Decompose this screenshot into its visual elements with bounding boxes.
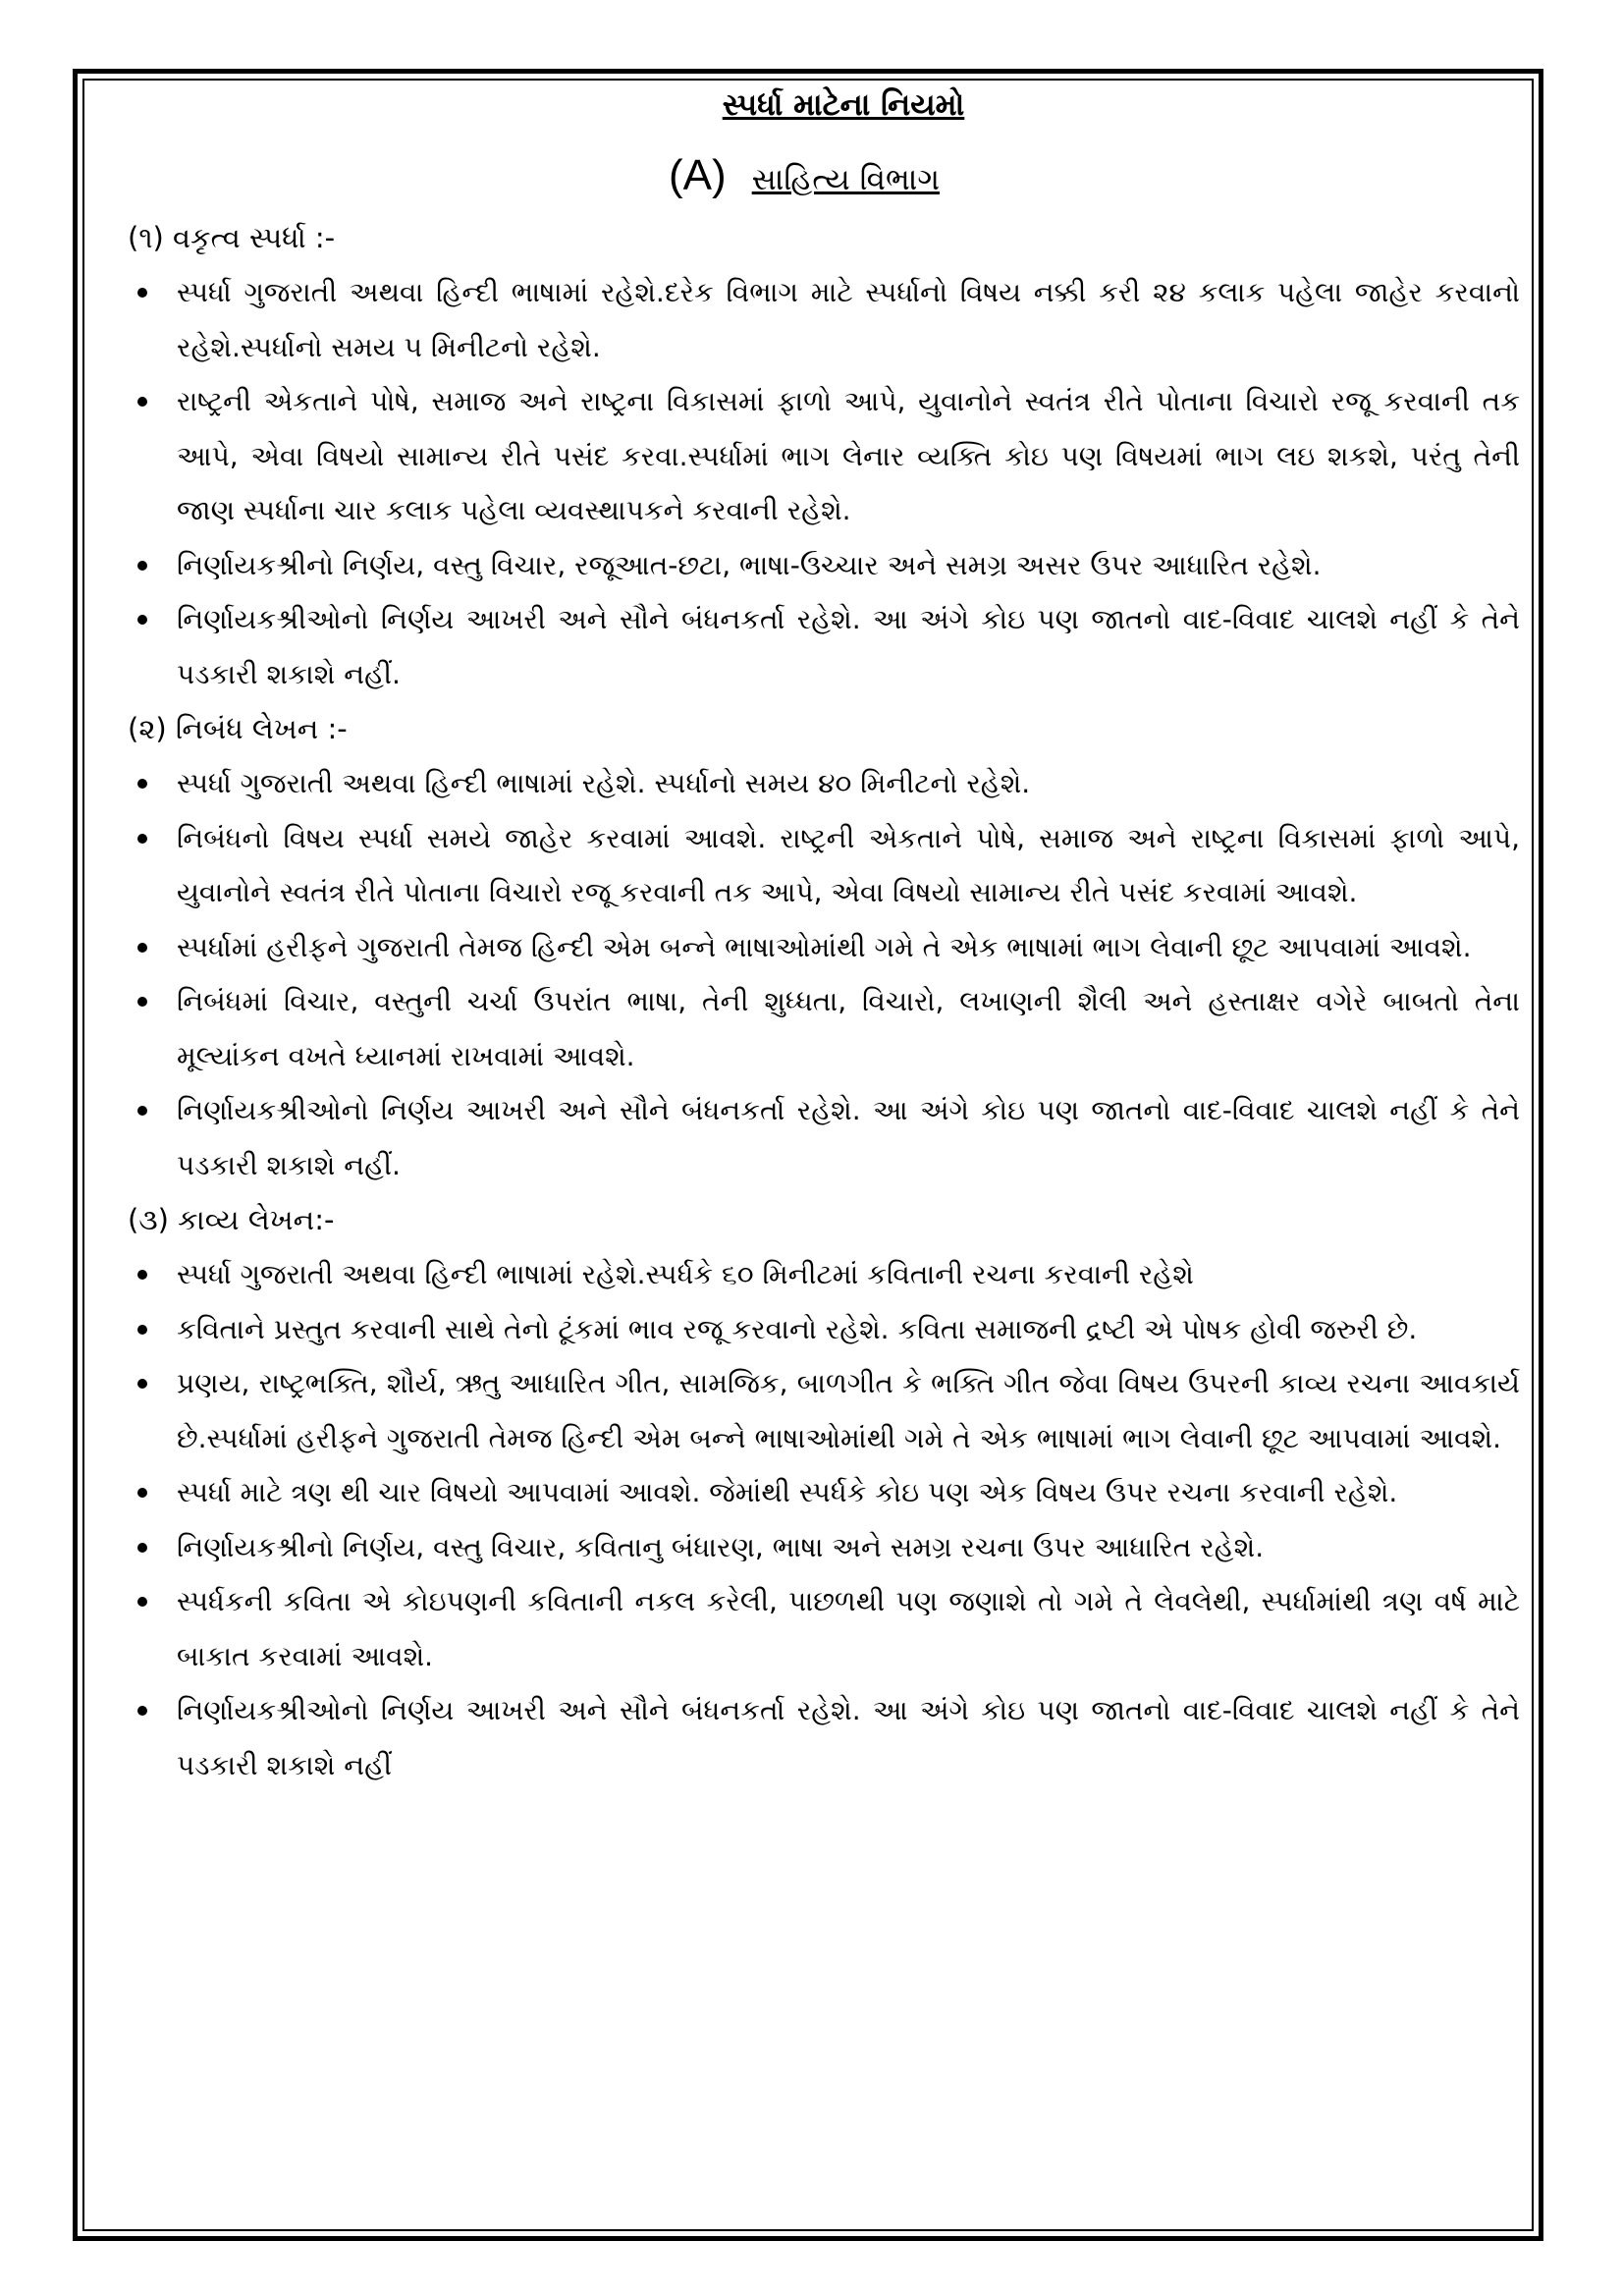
rule-item: નિર્ણાયકશ્રીનો નિર્ણય, વસ્તુ વિચાર, કવિતાનુ બંધારણ, ભાષા અને સમગ્ર રચના ઉપર આધારિત રહેશે. (128, 1520, 1520, 1575)
category-heading: (૨) નિબંધ લેખન :- (128, 712, 348, 745)
rule-item: નિર્ણાયકશ્રીઓનો નિર્ણય આખરી અને સૌને બંધનકર્તા રહેશે. આ અંગે કોઇ પણ જાતનો વાદ-વિવાદ ચાલશે નહીં કે તેને પડકારી શકાશે નહીં. (128, 1083, 1520, 1192)
category-heading: (૩) કાવ્ય લેખન:- (128, 1203, 335, 1236)
rule-item: સ્પર્ધા ગુજરાતી અથવા હિન્દી ભાષામાં રહેશે. સ્પર્ધાનો સમય ૪૦ મિનીટનો રહેશે. (128, 756, 1520, 811)
rule-item: નિર્ણાયકશ્રીઓનો નિર્ણય આખરી અને સૌને બંધનકર્તા રહેશે. આ અંગે કોઇ પણ જાતનો વાદ-વિવાદ ચાલશે નહીં કે તેને પડકારી શકાશે નહીં. (128, 592, 1520, 701)
rule-item: પ્રણય, રાષ્ટ્રભક્તિ, શૌર્ય, ઋતુ આધારિત ગીત, સામજિક, બાળગીત કે ભક્તિ ગીત જેવા વિષય ઉપરની કાવ્ય રચના આવકાર્ય છે.સ્પર્ધામાં હરીફને ગુજરાતી તેમજ હિન્દી એમ બન્ને ભાષાઓમાંથી ગમે તે એક ભાષામાં ભાગ લેવાની છૂટ આપવામાં આવશે. (128, 1356, 1520, 1465)
rule-item: નિર્ણાયકશ્રીનો નિર્ણય, વસ્તુ વિચાર, રજૂઆત-છટા, ભાષા-ઉચ્ચાર અને સમગ્ર અસર ઉપર આધારિત રહેશે. (128, 538, 1520, 593)
rule-item: સ્પર્ધામાં હરીફને ગુજરાતી તેમજ હિન્દી એમ બન્ને ભાષાઓમાંથી ગમે તે એક ભાષામાં ભાગ લેવાની છૂટ આપવામાં આવશે. (128, 920, 1520, 975)
rule-item: સ્પર્ધા ગુજરાતી અથવા હિન્દી ભાષામાં રહેશે.સ્પર્ધકે ૬૦ મિનીટમાં કવિતાની રચના કરવાની રહેશે (128, 1247, 1520, 1302)
section-heading (128, 151, 1520, 210)
rule-list (128, 1247, 1520, 1792)
rule-item: નિબંધમાં વિચાર, વસ્તુની ચર્ચા ઉપરાંત ભાષા, તેની શુધ્ધતા, વિચારો, લખાણની શૈલી અને હસ્તાક્ષર વગેરે બાબતો તેના મૂલ્યાંકન વખતે ધ્યાનમાં રાખવામાં આવશે. (128, 974, 1520, 1083)
rule-item: કવિતાને પ્રસ્તુત કરવાની સાથે તેનો ટૂંકમાં ભાવ રજૂ કરવાનો રહેશે. કવિતા સમાજની દ્રષ્ટી એ પોષક હોવી જરુરી છે. (128, 1302, 1520, 1357)
category-elocution (128, 210, 1520, 701)
category-poetry-writing (128, 1192, 1520, 1792)
section-name: સાહિત્ય વિભાગ (751, 162, 940, 197)
document-body (128, 81, 1520, 1792)
rule-item: નિબંધનો વિષય સ્પર્ધા સમયે જાહેર કરવામાં આવશે. રાષ્ટ્રની એકતાને પોષે, સમાજ અને રાષ્ટ્રના વિકાસમાં ફાળો આપે, યુવાનોને સ્વતંત્ર રીતે પોતાના વિચારો રજૂ કરવાની તક આપે, એવા વિષયો સામાન્ય રીતે પસંદ કરવામાં આવશે. (128, 811, 1520, 920)
rule-item: સ્પર્ધા ગુજરાતી અથવા હિન્દી ભાષામાં રહેશે.દરેક વિભાગ માટે સ્પર્ધાનો વિષય નક્કી કરી ૨૪ કલાક પહેલા જાહેર કરવાનો રહેશે.સ્પર્ધાનો સમય ૫ મિનીટનો રહેશે. (128, 265, 1520, 374)
document-title: સ્પર્ધા માટેના નિયમો (722, 87, 965, 123)
rule-list (128, 756, 1520, 1192)
category-heading: (૧) વકૃત્વ સ્પર્ધા :- (128, 221, 336, 254)
rule-item: સ્પર્ધા માટે ત્રણ થી ચાર વિષયો આપવામાં આવશે. જેમાંથી સ્પર્ધકે કોઇ પણ એક વિષય ઉપર રચના કરવાની રહેશે. (128, 1465, 1520, 1520)
category-essay-writing (128, 701, 1520, 1192)
rule-item: સ્પર્ધકની કવિતા એ કોઇપણની કવિતાની નકલ કરેલી, પાછળથી પણ જણાશે તો ગમે તે લેવલેથી, સ્પર્ધામાંથી ત્રણ વર્ષ માટે બાકાત કરવામાં આવશે. (128, 1574, 1520, 1683)
rule-item: નિર્ણાયકશ્રીઓનો નિર્ણય આખરી અને સૌને બંધનકર્તા રહેશે. આ અંગે કોઇ પણ જાતનો વાદ-વિવાદ ચાલશે નહીં કે તેને પડકારી શકાશે નહીં (128, 1683, 1520, 1792)
rule-item: રાષ્ટ્રની એકતાને પોષે, સમાજ અને રાષ્ટ્રના વિકાસમાં ફાળો આપે, યુવાનોને સ્વતંત્ર રીતે પોતાના વિચારો રજૂ કરવાની તક આપે, એવા વિષયો સામાન્ય રીતે પસંદ કરવા.સ્પર્ધામાં ભાગ લેનાર વ્યક્તિ કોઇ પણ વિષયમાં ભાગ લઇ શકશે, પરંતુ તેની જાણ સ્પર્ધાના ચાર કલાક પહેલા વ્યવસ્થાપકને કરવાની રહેશે. (128, 374, 1520, 538)
rule-list (128, 265, 1520, 701)
section-letter: (A) (669, 151, 727, 199)
